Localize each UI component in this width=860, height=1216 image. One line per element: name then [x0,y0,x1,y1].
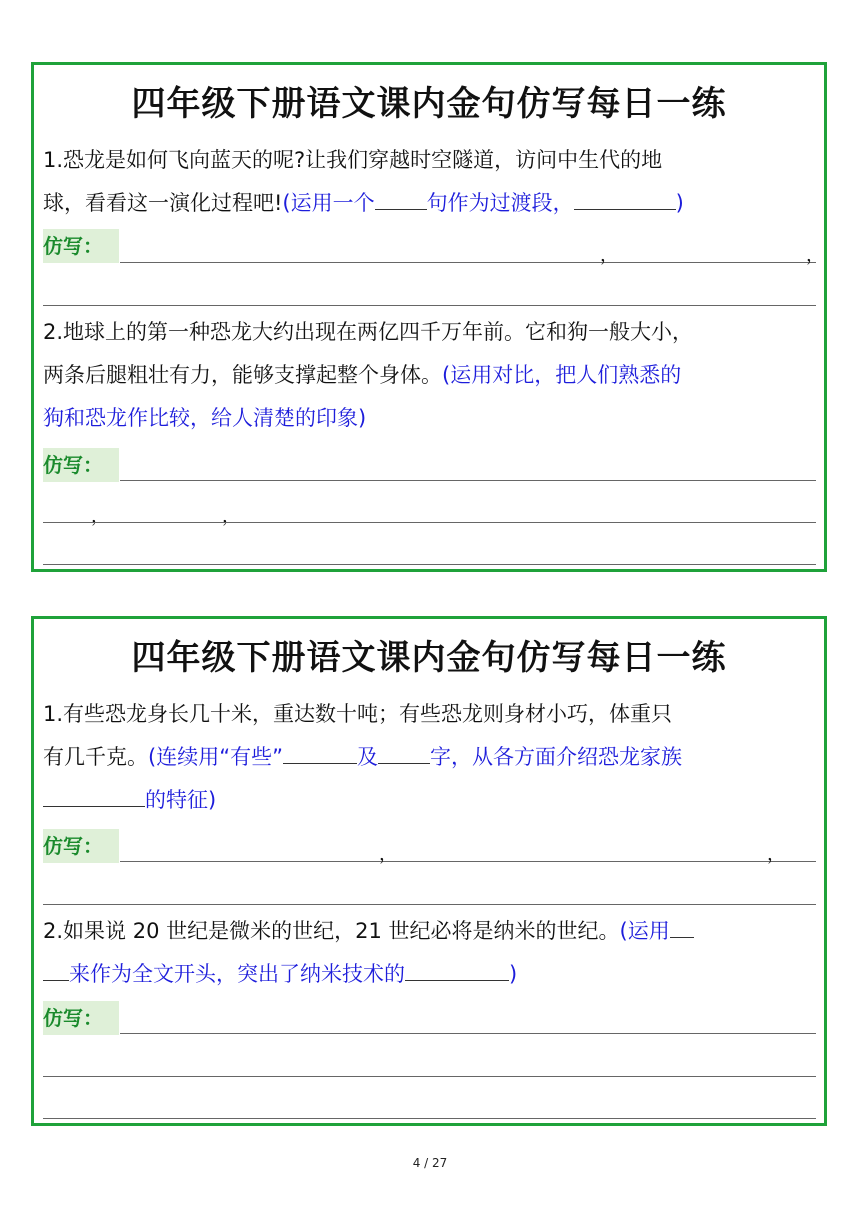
answer-line[interactable] [43,305,816,306]
question-text: 有几千克。 [43,745,148,769]
hint-text: 句作为过渡段， [426,191,574,215]
question-1 [43,693,818,822]
comma-mark: ， [600,245,618,266]
question-2 [43,910,818,996]
question-text-line [43,182,818,225]
hint-text: 字，从各方面介绍恐龙家族 [429,745,682,769]
page-number: 4 / 27 [412,1156,448,1170]
question-1 [43,139,818,225]
fill-blank[interactable] [670,919,694,938]
imitate-label: 仿写： [43,229,119,263]
fill-blank[interactable] [405,962,509,981]
question-text-line [43,953,818,996]
question-text-line [43,736,818,779]
question-text-line [43,779,818,822]
card-title: 四年级下册语文课内金句仿写每日一练 [131,638,727,678]
answer-line[interactable] [43,564,816,565]
fill-blank[interactable] [43,962,69,981]
hint-text: 来作为全文开头，突出了纳米技术的 [69,962,405,986]
answer-line[interactable] [43,1118,816,1119]
exercise-card-2 [31,616,827,1126]
fill-blank[interactable] [375,191,427,210]
card-title: 四年级下册语文课内金句仿写每日一练 [131,84,727,124]
answer-line[interactable] [43,522,816,523]
question-text: 两条后腿粗壮有力，能够支撑起整个身体。 [43,363,442,387]
imitate-label: 仿写： [43,829,119,863]
hint-text: (运用对比，把人们熟悉的 [442,363,682,387]
question-text-line: 1.有些恐龙身长几十米，重达数十吨；有些恐龙则身材小巧，体重只 [43,702,673,726]
answer-line[interactable] [43,904,816,905]
question-text: 2.如果说 20 世纪是微米的世纪，21 世纪必将是纳米的世纪。 [43,919,620,943]
answer-line[interactable] [120,480,816,481]
question-text-line: 2.地球上的第一种恐龙大约出现在两亿四千万年前。它和狗一般大小， [43,320,694,344]
comma-mark: ， [222,506,240,527]
answer-line[interactable] [120,262,816,263]
comma-mark: ， [806,245,824,266]
fill-blank[interactable] [378,745,430,764]
answer-line[interactable] [43,1076,816,1077]
hint-text: (运用一个 [282,191,375,215]
answer-line[interactable] [120,861,816,862]
hint-text: 的特征) [145,788,217,812]
fill-blank[interactable] [283,745,357,764]
question-2 [43,311,818,440]
question-text-line [43,910,818,953]
imitate-label: 仿写： [43,1001,119,1035]
imitate-label: 仿写： [43,448,119,482]
hint-text: (运用 [619,919,670,943]
hint-text: 狗和恐龙作比较，给人清楚的印象) [43,406,367,430]
answer-line[interactable] [120,1033,816,1034]
hint-text: ) [509,962,518,986]
comma-mark: ， [767,844,785,865]
hint-text: ) [675,191,684,215]
question-text: 球，看看这一演化过程吧! [43,191,283,215]
question-text-line: 1.恐龙是如何飞向蓝天的呢?让我们穿越时空隧道，访问中生代的地 [43,148,663,172]
fill-blank[interactable] [43,788,145,807]
comma-mark: ， [379,844,397,865]
fill-blank[interactable] [574,191,676,210]
hint-text: 及 [356,745,378,769]
comma-mark: ， [91,506,109,527]
hint-text: (连续用“有些” [148,745,283,769]
question-text-line [43,354,818,397]
exercise-card-1 [31,62,827,572]
